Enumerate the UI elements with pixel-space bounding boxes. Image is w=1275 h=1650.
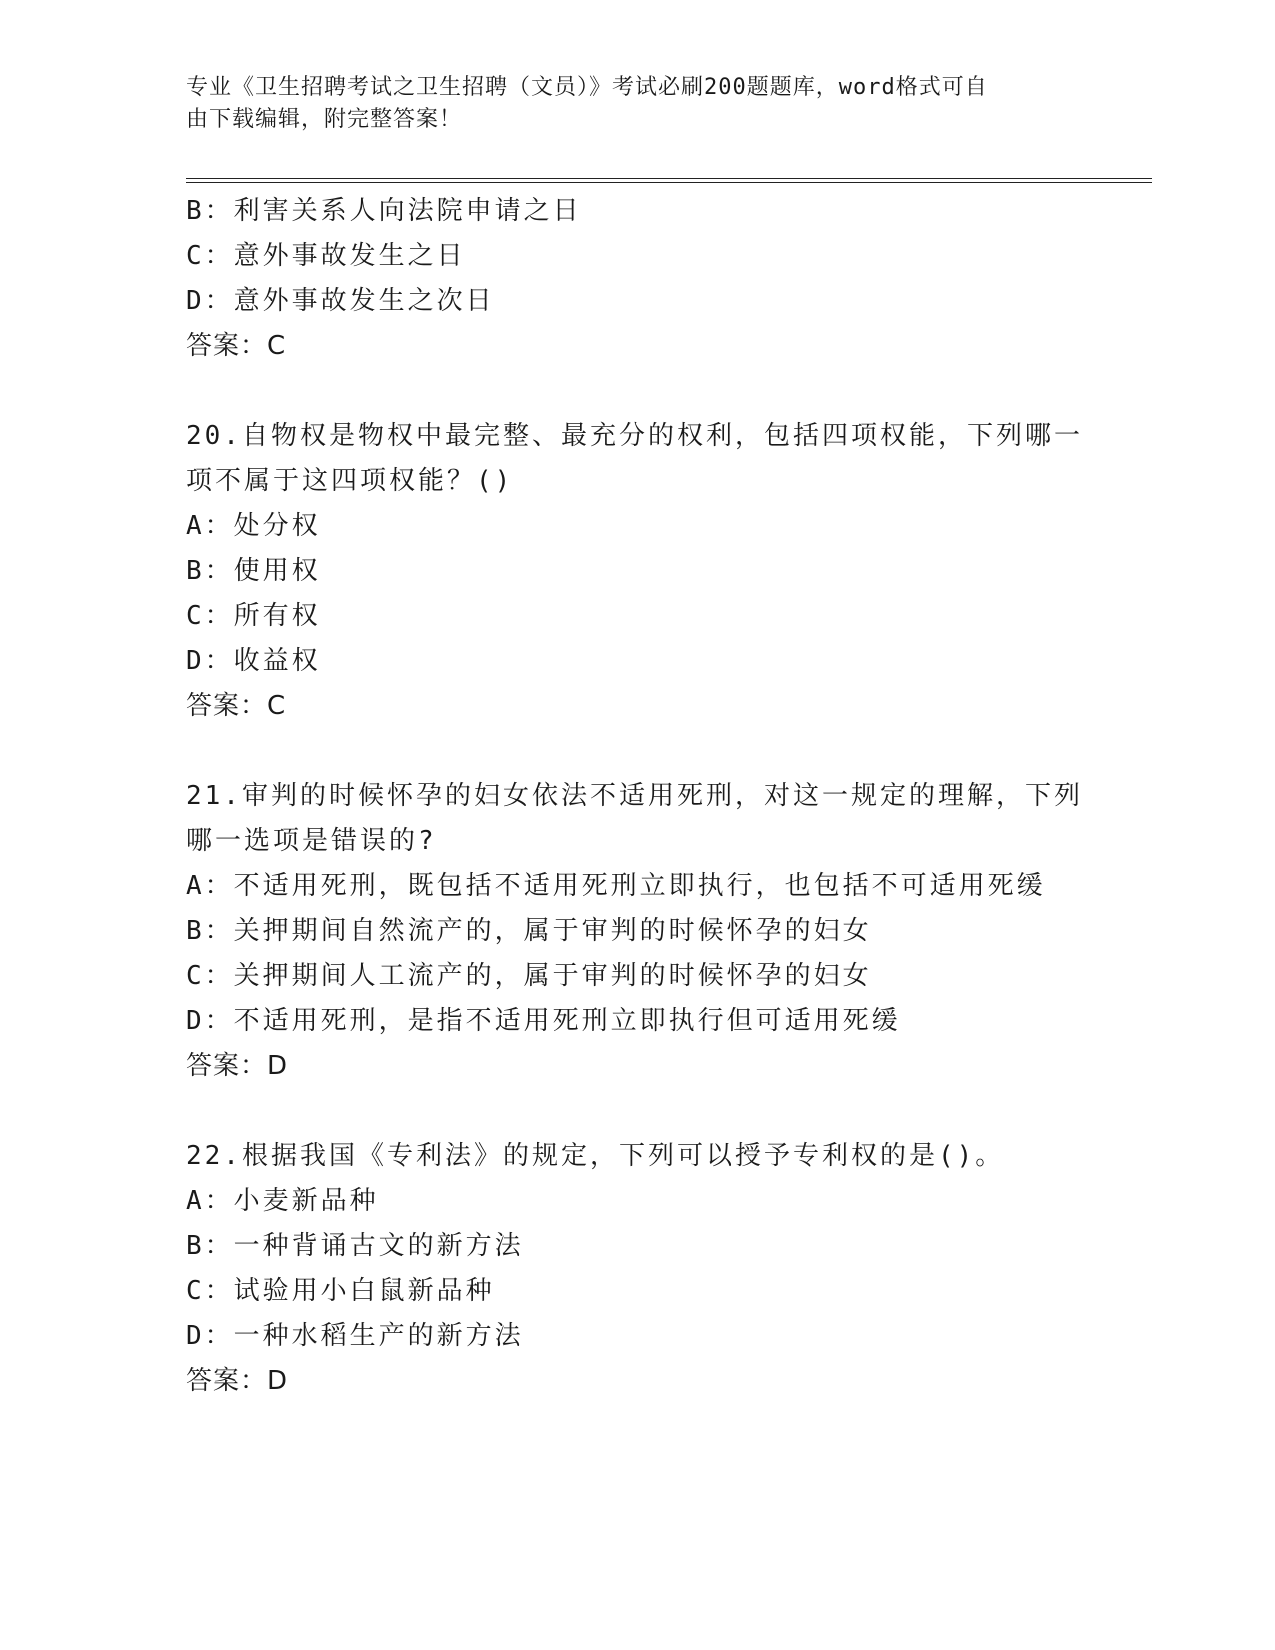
question-22-answer: 答案：D — [186, 1366, 289, 1396]
header-line-2: 由下载编辑，附完整答案！ — [186, 107, 463, 132]
document-header — [186, 72, 1066, 136]
question-21-option-a: A：不适用死刑，既包括不适用死刑立即执行，也包括不可适用死缓 — [186, 871, 1046, 901]
question-20-answer: 答案：C — [186, 691, 287, 721]
question-21-option-c: C：关押期间人工流产的，属于审判的时候怀孕的妇女 — [186, 961, 872, 991]
question-22-option-a: A：小麦新品种 — [186, 1186, 379, 1216]
question-20-option-d: D：收益权 — [186, 646, 321, 676]
header-line-1: 专业《卫生招聘考试之卫生招聘（文员）》考试必刷200题题库，word格式可自 — [186, 75, 988, 100]
question-21-option-d: D：不适用死刑，是指不适用死刑立即执行但可适用死缓 — [186, 1006, 901, 1036]
question-22-option-d: D：一种水稻生产的新方法 — [186, 1321, 524, 1351]
question-21-option-b: B：关押期间自然流产的，属于审判的时候怀孕的妇女 — [186, 916, 872, 946]
question-20-option-c: C：所有权 — [186, 601, 321, 631]
question-22-option-b: B：一种背诵古文的新方法 — [186, 1231, 524, 1261]
question-20-option-b: B：使用权 — [186, 556, 321, 586]
carryover-answer: 答案：C — [186, 331, 287, 361]
carryover-option-b: B：利害关系人向法院申请之日 — [186, 196, 582, 226]
header-rule-top — [186, 178, 1152, 179]
question-22-option-c: C：试验用小白鼠新品种 — [186, 1276, 495, 1306]
question-20-option-a: A：处分权 — [186, 511, 321, 541]
question-20-stem-line-2: 项不属于这四项权能？() — [186, 466, 514, 496]
header-rule-bottom — [186, 182, 1152, 183]
question-21-stem-line-1: 21.审判的时候怀孕的妇女依法不适用死刑，对这一规定的理解，下列 — [186, 781, 1083, 811]
question-20-stem-line-1: 20.自物权是物权中最完整、最充分的权利，包括四项权能，下列哪一 — [186, 421, 1083, 451]
carryover-option-d: D：意外事故发生之次日 — [186, 286, 495, 316]
question-21-stem-line-2: 哪一选项是错误的? — [186, 826, 437, 856]
question-21-answer: 答案：D — [186, 1051, 289, 1081]
carryover-option-c: C：意外事故发生之日 — [186, 241, 466, 271]
question-22-stem-line-1: 22.根据我国《专利法》的规定，下列可以授予专利权的是()。 — [186, 1141, 1005, 1171]
